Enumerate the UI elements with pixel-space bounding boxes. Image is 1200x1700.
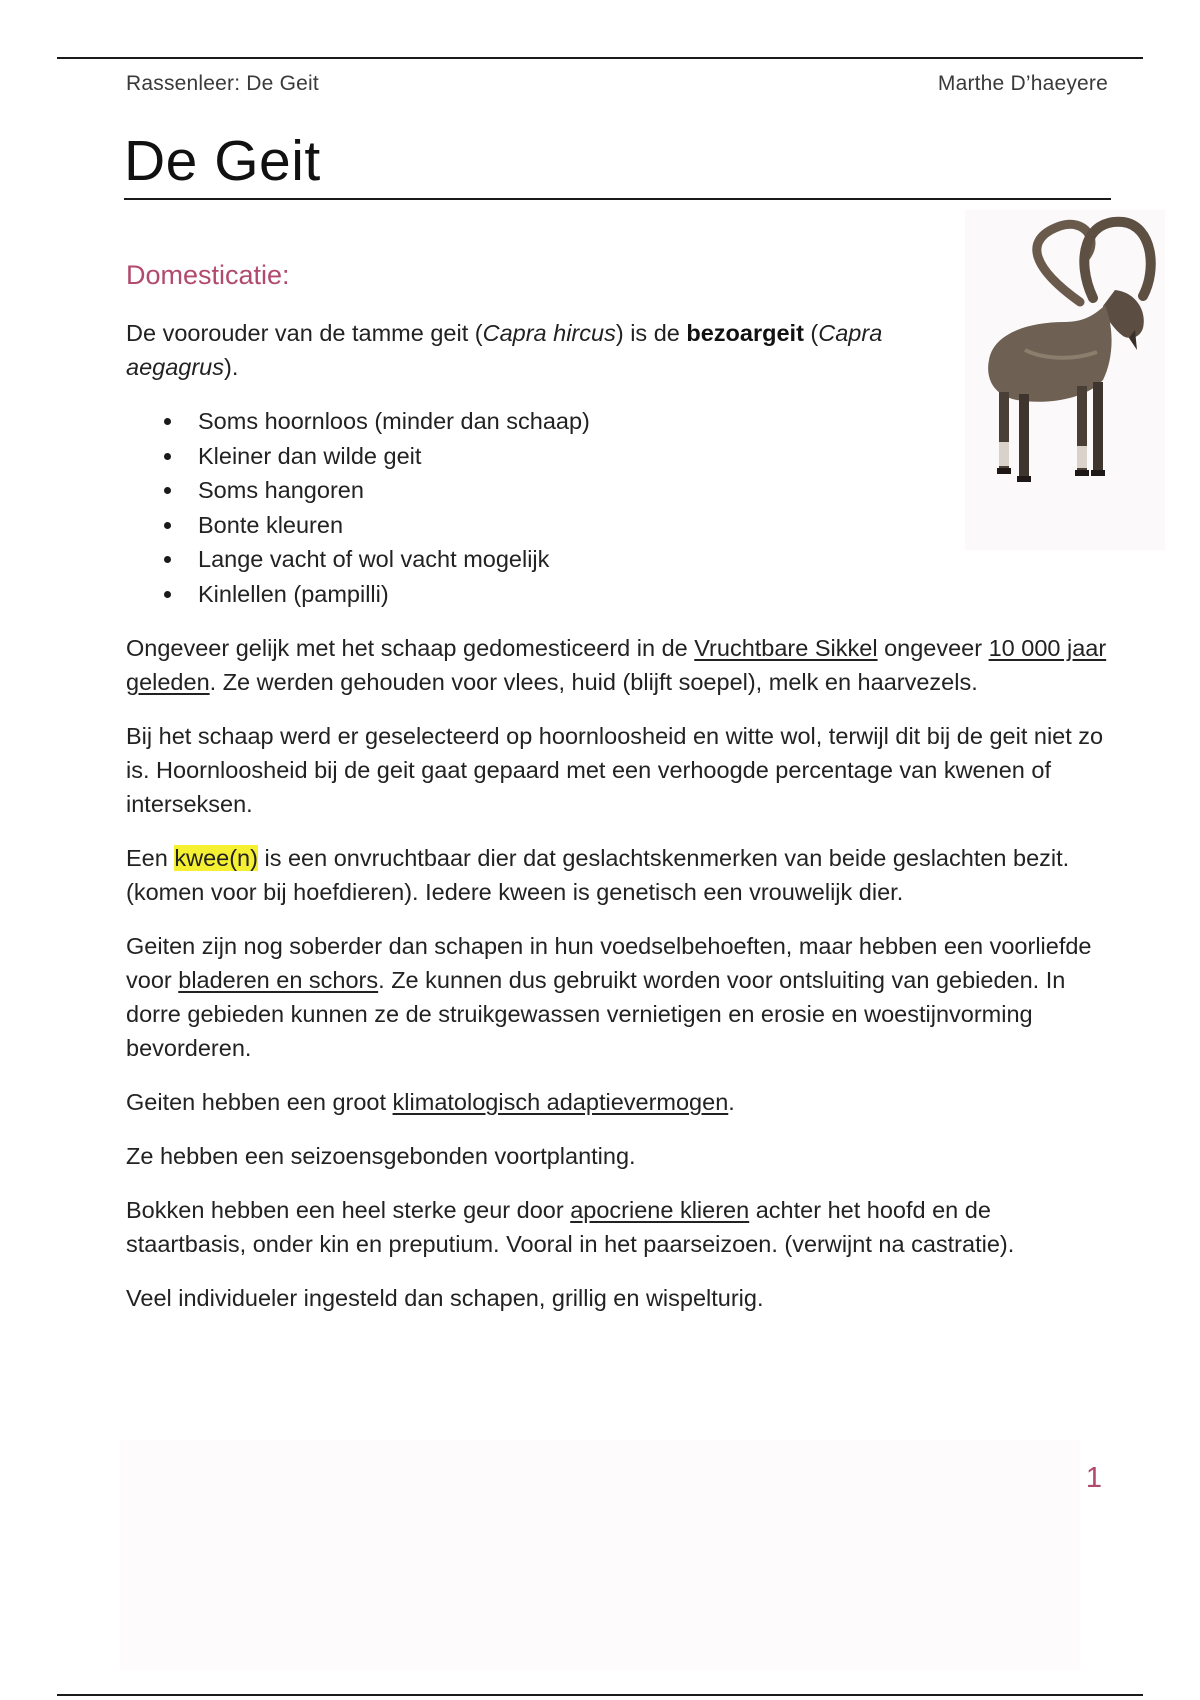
underlined-term: klimatologisch adaptievermogen [392, 1089, 729, 1115]
intro-text: De voorouder van de tamme geit ( [126, 320, 483, 346]
paragraph-text: achter het hoofd en de staartbasis, onder kin en preputium. Vooral in het paarseizoen. (verwijnt na castratie). [126, 1197, 1015, 1257]
intro-text: ). [224, 354, 239, 380]
main-content [126, 254, 1111, 1335]
paragraph-text: Geiten hebben een groot [126, 1089, 393, 1115]
paragraph-temperament: Veel individueler ingesteld dan schapen, grillig en wispelturig. [126, 1285, 764, 1311]
paragraph-scent [126, 1193, 1111, 1261]
list-item: Soms hoornloos (minder dan schaap) [198, 404, 1111, 439]
page-number: 1 [1085, 1462, 1102, 1494]
underlined-term: apocriene klieren [570, 1197, 750, 1223]
list-item: Kleiner dan wilde geit [198, 439, 1111, 474]
section-heading: Domesticatie: [126, 260, 290, 290]
species-name-domestic: Capra hircus [482, 320, 616, 346]
intro-text: ( [803, 320, 819, 346]
page-title: De Geit [124, 129, 321, 193]
paragraph-text: Ongeveer gelijk met het schaap gedomesticeerd in de [126, 635, 695, 661]
running-header-left: Rassenleer: De Geit [126, 72, 319, 95]
title-underline [124, 198, 1111, 200]
paragraph-text: Geiten zijn nog soberder dan schapen in hun voedselbehoeften, maar hebben een voorliefde voor [126, 933, 1092, 993]
intro-text: ) is de [615, 320, 687, 346]
list-item: Soms hangoren [198, 473, 1111, 508]
paragraph-climate [126, 1085, 1111, 1119]
species-name-wild: Capra aegagrus [126, 320, 883, 380]
paragraph-text: Een [126, 845, 175, 871]
paragraph-text: . Ze kunnen dus gebruikt worden voor ontsluiting van gebieden. In dorre gebieden kunnen ze de struikgewassen vernietigen en erosie en woestijnvorming bevorderen. [126, 967, 1066, 1061]
paragraph-selection: Bij het schaap werd er geselecteerd op hoornloosheid en witte wol, terwijl dit bij de geit niet zo is. Hoornloosheid bij de geit gaat gepaard met een verhoogde percentage van kwenen of interseksen. [126, 723, 1104, 817]
intro-paragraph [126, 316, 916, 384]
paragraph-text: Bokken hebben een heel sterke geur door [126, 1197, 571, 1223]
bold-term-bezoargeit: bezoargeit [686, 320, 804, 346]
underlined-term: bladeren en schors [178, 967, 379, 993]
list-item: Lange vacht of wol vacht mogelijk [198, 542, 1111, 577]
paragraph-text: . [728, 1089, 735, 1115]
paragraph-text: ongeveer [877, 635, 989, 661]
underlined-term: Vruchtbare Sikkel [694, 635, 878, 661]
paragraph-kween [126, 841, 1111, 909]
running-header-right: Marthe D’haeyere [937, 72, 1108, 95]
underlined-term: 10 000 jaar geleden [126, 635, 1107, 695]
top-rule [57, 57, 1143, 59]
bottom-rule [57, 1694, 1143, 1696]
paragraph-domestication [126, 631, 1111, 699]
paragraph-food [126, 929, 1111, 1065]
paragraph-text: . Ze werden gehouden voor vlees, huid (blijft soepel), melk en haarvezels. [209, 669, 978, 695]
paragraph-reproduction: Ze hebben een seizoensgebonden voortplanting. [126, 1143, 636, 1169]
page-background [120, 1440, 1080, 1670]
paragraph-text: is een onvruchtbaar dier dat geslachtskenmerken van beide geslachten bezit. (komen voor bij hoefdieren). Iedere kween is genetisch een vrouwelijk dier. [126, 845, 1070, 905]
list-item: Bonte kleuren [198, 508, 1111, 543]
list-item: Kinlellen (pampilli) [198, 577, 1111, 612]
traits-list [126, 404, 1111, 611]
highlighted-term: kwee(n) [174, 845, 258, 871]
